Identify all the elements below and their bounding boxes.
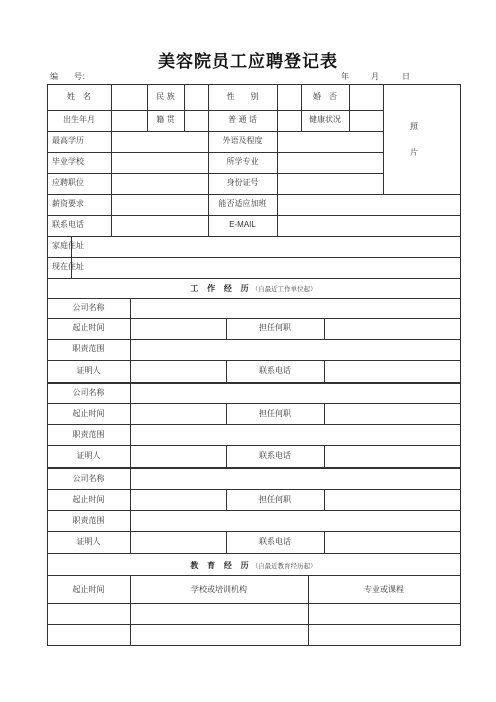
rule	[324, 531, 325, 553]
label-major: 所学专业	[226, 157, 259, 166]
rule	[47, 298, 460, 299]
rule	[47, 382, 460, 384]
label-period: 起止时间	[72, 495, 105, 504]
rule	[47, 194, 460, 195]
work-heading: 工 作 经 历	[190, 283, 252, 293]
label-reference: 证明人	[76, 451, 101, 460]
rule	[47, 424, 460, 425]
label-id-number: 身份证号	[226, 178, 259, 187]
rule	[47, 236, 460, 237]
work-section-heading	[47, 283, 460, 294]
label-overtime: 能否适应加班	[218, 199, 267, 208]
rule	[47, 645, 460, 646]
photo-label-1: 照	[410, 122, 418, 131]
label-health: 健康状况	[309, 115, 341, 124]
label-position: 应聘职位	[52, 178, 84, 187]
label-role: 担任何职	[259, 323, 291, 332]
rule	[47, 257, 460, 258]
rule	[47, 318, 460, 319]
label-reference-phone: 联系电话	[259, 537, 291, 546]
rule	[47, 603, 460, 604]
rule	[47, 445, 460, 446]
label-reference-phone: 联系电话	[259, 366, 291, 375]
rule	[47, 531, 460, 532]
rule	[47, 553, 460, 554]
rule	[47, 489, 460, 490]
label-company: 公司名称	[72, 303, 105, 312]
rule	[47, 110, 383, 111]
label-family-address: 家庭住址	[52, 241, 84, 250]
education-section-heading	[47, 560, 460, 571]
label-name: 姓 名	[67, 92, 91, 101]
label-reference: 证明人	[76, 366, 101, 375]
label-reference-phone: 联系电话	[259, 451, 291, 460]
work-note: （自最近工作单位起）	[251, 285, 317, 293]
rule	[47, 510, 460, 511]
rule	[130, 298, 131, 553]
label-mandarin: 普 通 话	[227, 115, 258, 124]
rule	[47, 84, 460, 85]
label-salary: 薪资要求	[52, 199, 84, 208]
label-marital: 婚 否	[313, 92, 337, 101]
rule	[47, 403, 460, 404]
rule	[47, 624, 460, 625]
rule	[324, 318, 325, 339]
rule	[324, 403, 325, 424]
form-title: 美容院员工应聘登记表	[158, 52, 338, 72]
label-edu-period: 起止时间	[72, 585, 105, 594]
label-company: 公司名称	[72, 474, 105, 483]
photo-label-2: 片	[410, 148, 418, 157]
label-school: 毕业学校	[52, 157, 84, 166]
label-foreign-language: 外语及程度	[222, 136, 263, 145]
label-period: 起止时间	[72, 323, 105, 332]
label-edu-major: 专业或课程	[364, 585, 404, 594]
day-label: 日	[402, 72, 410, 81]
label-email: E-MAIL	[229, 220, 256, 229]
label-native-place: 籍 贯	[156, 115, 175, 124]
label-current-address: 现在住址	[52, 262, 84, 271]
rule	[324, 360, 325, 382]
rule	[111, 84, 112, 236]
label-duties: 职责范围	[72, 344, 105, 353]
year-label: 年	[341, 72, 349, 81]
rule	[184, 84, 185, 131]
label-company: 公司名称	[72, 388, 105, 397]
rule	[47, 339, 460, 340]
label-ethnicity: 民 族	[156, 92, 175, 101]
rule	[383, 84, 384, 194]
rule	[277, 84, 278, 236]
label-education: 最高学历	[52, 136, 84, 145]
rule	[47, 173, 383, 174]
rule	[47, 152, 383, 153]
label-duties: 职责范围	[72, 430, 105, 439]
label-duties: 职责范围	[72, 516, 105, 525]
label-gender: 性 别	[226, 92, 259, 101]
rule	[460, 84, 461, 646]
label-role: 担任何职	[259, 409, 291, 418]
education-heading: 教 育 经 历	[190, 560, 252, 570]
rule	[324, 489, 325, 510]
number-label: 编 号：	[50, 72, 90, 81]
rule	[349, 84, 350, 131]
month-label: 月	[371, 72, 379, 81]
rule	[47, 360, 460, 361]
label-role: 担任何职	[259, 495, 291, 504]
rule	[47, 215, 460, 216]
label-phone: 联系电话	[52, 220, 84, 229]
label-reference: 证明人	[76, 537, 101, 546]
label-birth: 出生年月	[63, 115, 95, 124]
education-note: （自最近教育经历起）	[251, 562, 317, 570]
rule	[47, 467, 460, 469]
label-period: 起止时间	[72, 409, 105, 418]
rule	[324, 445, 325, 467]
rule	[47, 131, 383, 132]
rule	[47, 278, 460, 279]
rule	[47, 575, 460, 576]
label-edu-school: 学校或培训机构	[191, 585, 247, 594]
